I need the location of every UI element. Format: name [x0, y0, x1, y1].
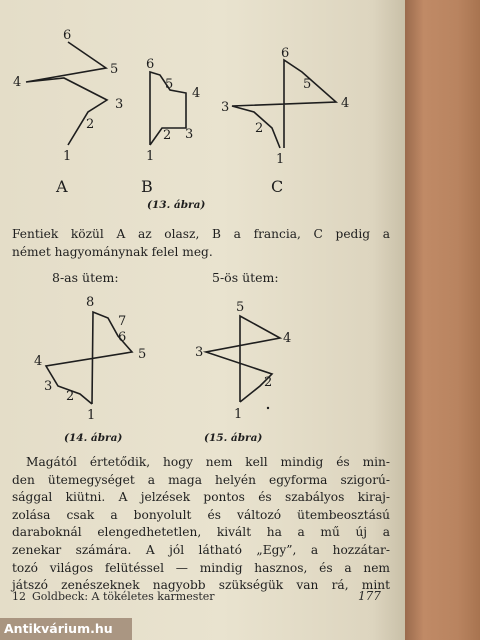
fig15-label-4: 4	[283, 331, 292, 346]
fig-c-label-2: 2	[255, 121, 264, 136]
fig-a-label-5: 5	[110, 62, 119, 77]
paragraph-2-line: daraboknál elengedhetetlen, kivált ha a mű új a	[12, 525, 390, 540]
fig14-label-2: 2	[66, 389, 75, 404]
fig14-label-7: 7	[118, 314, 127, 329]
paragraph-2-line: Magától értetődik, hogy nem kell mindig és min-	[26, 455, 390, 469]
figure-14-heading: 8-as ütem:	[52, 270, 119, 285]
fig15-label-5: 5	[236, 300, 245, 315]
fig-c-label-3: 3	[221, 100, 230, 115]
fig15-label-3: 3	[195, 345, 204, 360]
fig-c-label-4: 4	[341, 96, 350, 111]
fig-c-label-5: 5	[303, 77, 312, 92]
fig15-label-2: 2	[264, 375, 273, 390]
page-number: 177	[358, 589, 381, 603]
fig15-dot	[267, 407, 269, 409]
paragraph-2-line: tozó világos felütéssel — mindig hasznos, és a nem	[12, 560, 390, 575]
figure-13-caption: (13. ábra)	[147, 199, 206, 211]
fig-a-label-3: 3	[115, 97, 124, 112]
fig-b-title: B	[141, 177, 153, 196]
fig14-label-6: 6	[118, 330, 127, 345]
fig-b-label-4: 4	[192, 86, 201, 101]
paragraph-2-line: den ütemegységet a maga helyén egyforma szigorú-	[12, 472, 390, 487]
figure-15-caption: (15. ábra)	[204, 432, 263, 444]
paragraph-1-line: német hagyománynak felel meg.	[12, 244, 213, 259]
fig-a-title: A	[56, 177, 68, 196]
figure-14-caption: (14. ábra)	[64, 432, 123, 444]
fig15-label-1: 1	[234, 407, 243, 422]
signature-mark: 12	[12, 590, 26, 603]
watermark: Antikvárium.hu	[0, 618, 132, 640]
paragraph-2-line: sággal kiütni. A jelzések pontos és szabályos kiraj-	[12, 490, 390, 505]
paragraph-2-line: zenekar számára. A jól látható „Egy”, a hozzátar-	[12, 542, 390, 557]
paragraph-1	[12, 226, 390, 261]
fig14-label-5: 5	[138, 347, 147, 362]
fig14-label-1: 1	[87, 408, 96, 423]
fig-b-label-5: 5	[165, 77, 174, 92]
figure-a-pattern	[26, 42, 107, 145]
fig14-label-4: 4	[34, 354, 43, 369]
fig-c-label-1: 1	[276, 152, 285, 167]
paragraph-2-line: zolása csak a bonyolult és változó ütembeosztású	[12, 507, 390, 522]
fig-c-label-6: 6	[281, 46, 290, 61]
paragraph-2-line: játszó zenészeknek nagyobb szükségük van rá, mint	[12, 578, 390, 593]
figure-15-heading: 5-ös ütem:	[212, 270, 279, 285]
fig-a-label-2: 2	[86, 117, 95, 132]
paragraph-1-line: Fentiek közül A az olasz, B a francia, C pedig a	[12, 227, 390, 241]
fig-b-label-6: 6	[146, 57, 155, 72]
fig-a-label-6: 6	[63, 28, 72, 43]
footer-title: Goldbeck: A tökéletes karmester	[32, 590, 215, 603]
fig-a-label-4: 4	[13, 75, 22, 90]
fig-b-label-2: 2	[163, 128, 172, 143]
paragraph-2	[12, 454, 390, 595]
fig-a-label-1: 1	[63, 149, 72, 164]
fig-b-label-1: 1	[146, 149, 155, 164]
figure-c-pattern	[232, 60, 336, 148]
fig14-label-8: 8	[86, 295, 95, 310]
fig-b-label-3: 3	[185, 127, 194, 142]
fig14-label-3: 3	[44, 379, 53, 394]
fig-c-title: C	[271, 177, 284, 196]
